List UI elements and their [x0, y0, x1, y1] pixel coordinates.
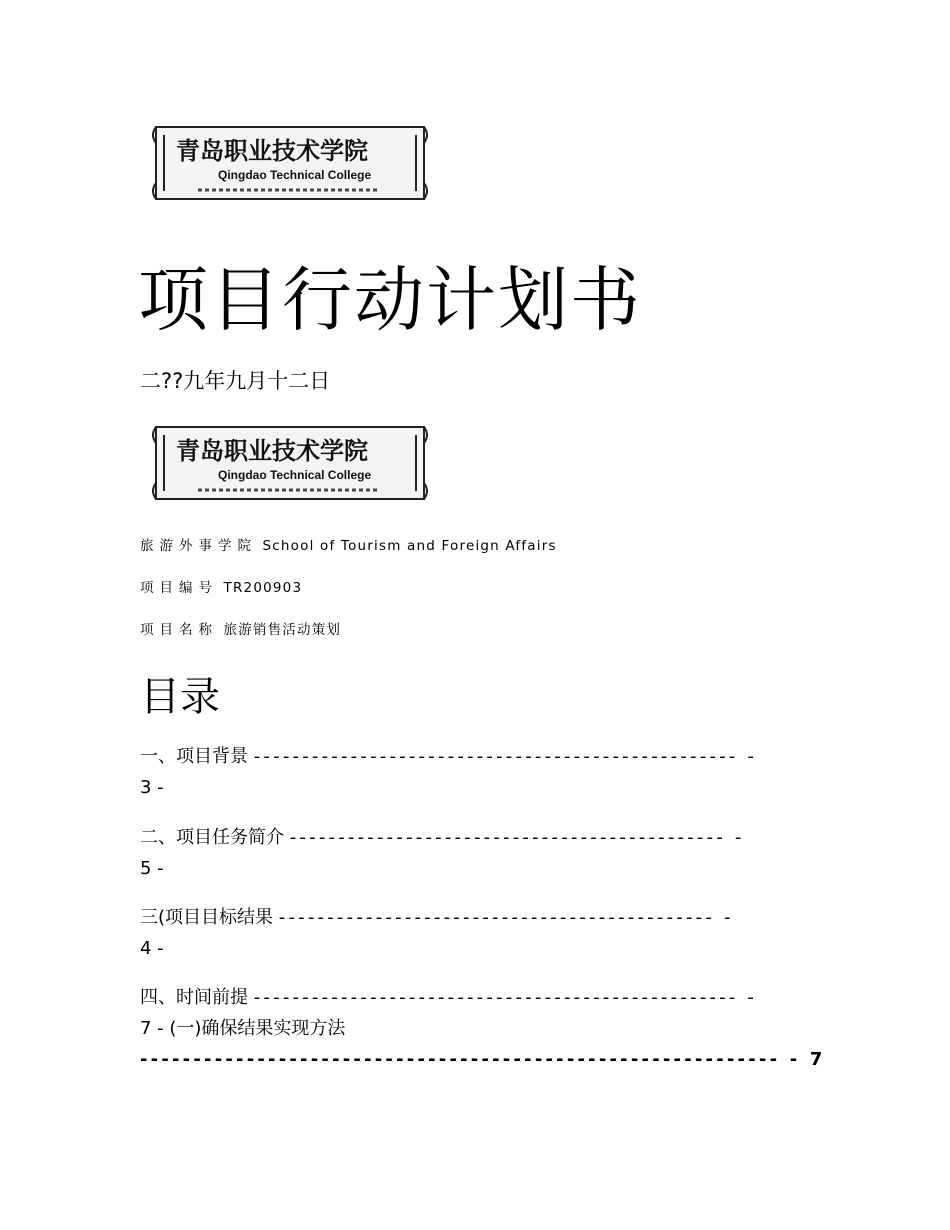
logo-english-name: Qingdao Technical College [218, 168, 372, 182]
toc-leader: -------------------------------------------------- - [253, 746, 758, 767]
logo-chinese-name: 青岛职业技术学院 [176, 436, 368, 465]
toc-page-text: 3 - [140, 777, 164, 798]
project-name-label: 项目名称 [140, 622, 218, 638]
college-logo-secondary [150, 423, 430, 503]
toc-entry-text: 二、项目任务简介 [140, 827, 284, 848]
toc-entry[interactable] [140, 743, 757, 771]
logo-english-name: Qingdao Technical College [218, 468, 372, 482]
toc-page-number [140, 855, 164, 883]
toc-leader: ------------------------------------------------------------ - 7 [140, 1049, 826, 1070]
toc-leader: --------------------------------------------- - [278, 907, 734, 928]
scroll-banner-icon [150, 123, 430, 203]
toc-entry-text: 三(项目目标结果 [140, 907, 274, 928]
toc-page-number [140, 935, 164, 963]
toc-leader: -------------------------------------------------- - [253, 987, 758, 1008]
scroll-banner-icon [150, 423, 430, 503]
toc-page-number [140, 774, 164, 802]
toc-page-text: 4 - [140, 938, 164, 959]
toc-entry-text: 一、项目背景 [140, 746, 248, 767]
toc-entry-text: 四、时间前提 [140, 987, 248, 1008]
logo-chinese-name: 青岛职业技术学院 [176, 136, 368, 165]
toc-entry[interactable] [140, 1015, 345, 1043]
project-number-label: 项目编号 [140, 580, 218, 596]
toc-heading: 目录 [140, 674, 220, 720]
project-name-value: 旅游销售活动策划 [223, 622, 342, 638]
school-line [140, 536, 557, 556]
toc-entry[interactable] [140, 824, 745, 852]
toc-leader-line [140, 1046, 826, 1074]
school-value: School of Tourism and Foreign Affairs [262, 538, 557, 554]
toc-leader: --------------------------------------------- - [289, 827, 745, 848]
toc-entry-text: 7 - (一)确保结果实现方法 [140, 1018, 346, 1039]
toc-entry[interactable] [140, 984, 757, 1012]
document-date: 二??九年九月十二日 [140, 369, 331, 393]
project-name-line [140, 620, 341, 640]
project-number-line [140, 578, 302, 598]
document-title: 项目行动计划书 [138, 259, 642, 341]
school-label: 旅游外事学院 [140, 538, 257, 554]
college-logo [150, 123, 430, 203]
toc-entry[interactable] [140, 904, 734, 932]
project-number-value: TR200903 [223, 580, 303, 596]
toc-page-text: 5 - [140, 858, 164, 879]
